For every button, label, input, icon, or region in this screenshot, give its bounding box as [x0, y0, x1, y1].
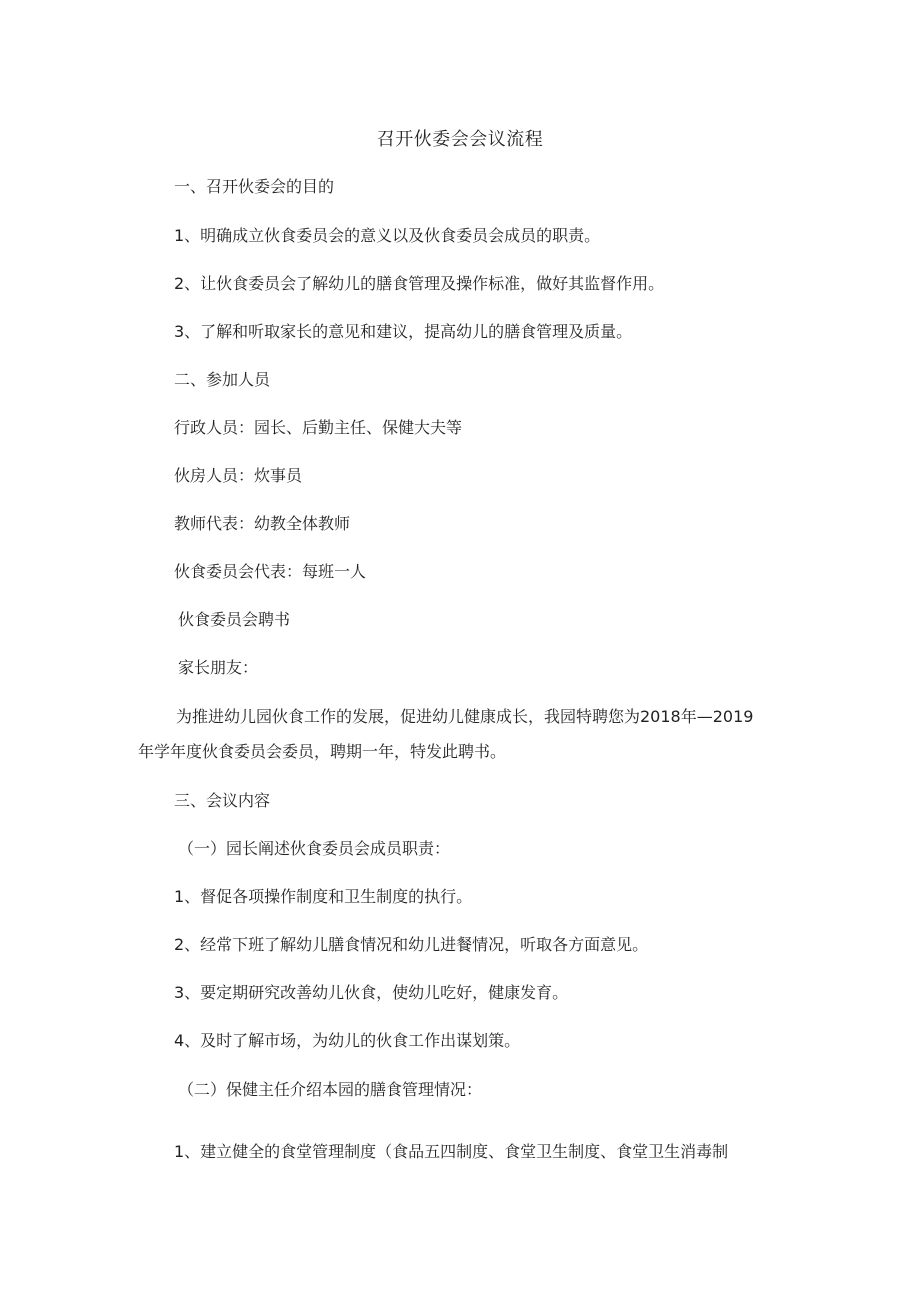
paragraph-line: 1、明确成立伙食委员会的意义以及伙食委员会成员的职责。 [174, 226, 601, 245]
paragraph-line: 行政人员：园长、后勤主任、保健大夫等 [174, 418, 463, 437]
appointment-letter-body: 为推进幼儿园伙食工作的发展，促进幼儿健康成长，我园特聘您为2018年—2019 [176, 707, 754, 726]
paragraph-line: 4、及时了解市场，为幼儿的伙食工作出谋划策。 [174, 1031, 521, 1050]
paragraph-line: 教师代表：幼教全体教师 [174, 514, 351, 533]
subsection-heading: （二）保健主任介绍本园的膳食管理情况： [178, 1080, 483, 1099]
paragraph-line: 3、要定期研究改善幼儿伙食，使幼儿吃好，健康发育。 [174, 983, 569, 1002]
paragraph-line: 2、让伙食委员会了解幼儿的膳食管理及操作标准，做好其监督作用。 [174, 274, 665, 293]
section-heading-content: 三、会议内容 [174, 791, 271, 810]
paragraph-line: 1、建立健全的食堂管理制度（食品五四制度、食堂卫生制度、食堂卫生消毒制 [174, 1142, 729, 1161]
paragraph-line: 伙房人员：炊事员 [174, 466, 303, 485]
section-heading-attendees: 二、参加人员 [174, 370, 271, 389]
paragraph-line: 伙食委员会代表：每班一人 [174, 562, 367, 581]
paragraph-line: 2、经常下班了解幼儿膳食情况和幼儿进餐情况，听取各方面意见。 [174, 935, 649, 954]
paragraph-line: 3、了解和听取家长的意见和建议，提高幼儿的膳食管理及质量。 [174, 322, 633, 341]
appointment-letter-body-continued: 年学年度伙食委员会委员，聘期一年，特发此聘书。 [138, 742, 507, 761]
paragraph-line: 1、督促各项操作制度和卫生制度的执行。 [174, 887, 473, 906]
section-heading-purpose: 一、召开伙委会的目的 [174, 177, 335, 196]
appointment-letter-title: 伙食委员会聘书 [178, 610, 291, 629]
appointment-letter-salutation: 家长朋友： [178, 658, 259, 677]
document-title: 召开伙委会会议流程 [376, 129, 544, 150]
subsection-heading: （一）园长阐述伙食委员会成员职责： [178, 839, 451, 858]
